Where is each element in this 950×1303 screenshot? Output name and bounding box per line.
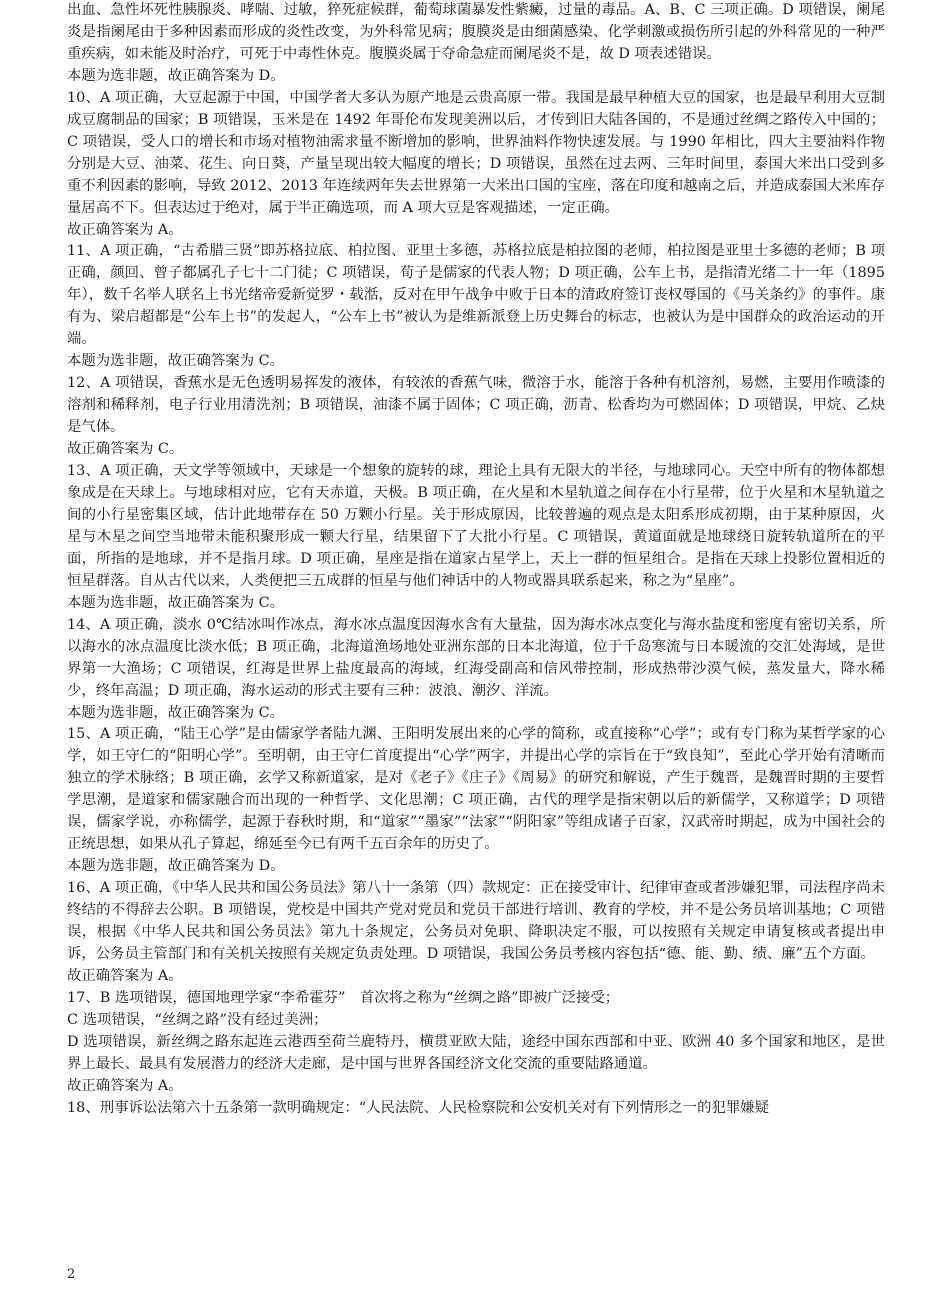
answer-line-9: 本题为选非题，故正确答案为 D。 [67, 67, 285, 84]
question-13-explanation: 13、A 项正确，天文学等领域中，天球是一个想象的旋转的球，理论上具有无限大的半径，与地球同心。天空中所有的物体都想象成是在天球上。与地球相对应，它有天赤道，天极。B 项正确，在火星和木星轨道之间存在小行星带，位于火星和木星轨道之间的小行星密集区域，估计此地带存在 50 万颗小行星。关于形成原因，比较普遍的观点是太阳系形成初期，由于某种原因，火星与木星之间空当地带未能积聚形成一颗大行星，结果留下了大批小行星。C 项错误，黄道面就是地球绕日旋转轨道所在的平面，所指的是地球，并不是指月球。D 项正确，星座是指在道家占星学上，天上一群的恒星组合。是指在天球上投影位置相近的恒星群落。自从古代以来，人类便把三五成群的恒星与他们神话中的人物或器具联系起来，称之为“星座”。 [67, 463, 885, 589]
question-12-explanation: 12、A 项错误，香蕉水是无色透明易挥发的液体，有较浓的香蕉气味，微溶于水，能溶于各种有机溶剂，易燃，主要用作喷漆的溶剂和稀释剂，电子行业用清洗剂；B 项错误，油漆不属于固体；C 项正确，沥青、松香均为可燃固体；D 项错误，甲烷、乙炔是气体。 [67, 375, 885, 436]
answer-line-15: 本题为选非题，故正确答案为 D。 [67, 858, 285, 875]
answer-line-12: 故正确答案为 C。 [67, 441, 184, 458]
document-body [67, 0, 885, 1120]
answer-line-17: 故正确答案为 A。 [67, 1077, 183, 1094]
question-17-option-c: C 选项错误，“丝绸之路”没有经过美洲； [67, 1011, 328, 1028]
question-16-explanation: 16、A 项正确，《中华人民共和国公务员法》第八十一条第（四）款规定：正在接受审计、纪律审查或者涉嫌犯罪，司法程序尚未终结的不得辞去公职。B 项错误，党校是中国共产党对党员和党员干部进行培训、教育的学校，并不是公务员培训基地；C 项错误，根据《中华人民共和国公务员法》第九十条规定，公务员对免职、降职决定不服，可以按照有关规定申请复核或者提出申诉，公务员主管部门和有关机关按照有关规定负责处理。D 项错误，我国公务员考核内容包括“德、能、勤、绩、廉”五个方面。 [67, 880, 885, 962]
answer-line-10: 故正确答案为 A。 [67, 221, 183, 238]
answer-line-11: 本题为选非题，故正确答案为 C。 [67, 353, 285, 370]
question-14-explanation: 14、A 项正确，淡水 0℃结冰叫作冰点，海水冰点温度因海水含有大量盐，因为海水冰点变化与海水盐度和密度有密切关系，所以海水的冰点温度比淡水低；B 项正确，北海道渔场地处亚洲东部的日本北海道，位于千岛寒流与日本暖流的交汇处海域，是世界第一大渔场；C 项错误，红海是世界上盐度最高的海域，红海受副高和信风带控制，形成热带沙漠气候，蒸发量大，降水稀少，终年高温；D 项正确，海水运动的形式主要有三种：波浪、潮汐、洋流。 [67, 616, 885, 699]
answer-line-13: 本题为选非题，故正确答案为 C。 [67, 594, 285, 611]
question-18-explanation: 18、刑事诉讼法第六十五条第一款明确规定：“人民法院、人民检察院和公安机关对有下列情形之一的犯罪嫌疑 [67, 1099, 770, 1116]
page-number: 2 [67, 1267, 76, 1282]
question-15-explanation: 15、A 项正确，“陆王心学”是由儒家学者陆九渊、王阳明发展出来的心学的简称，或直接称“心学”；或有专门称为某哲学家的心学，如王守仁的“阳明心学”。至明朝，由王守仁首度提出“心学”两字，并提出心学的宗旨在于“致良知”，至此心学开始有清晰而独立的学术脉络；B 项正确，玄学又称新道家，是对《老子》《庄子》《周易》的研究和解说，产生于魏晋，是魏晋时期的主要哲学思潮，是道家和儒家融合而出现的一种哲学、文化思潮；C 项正确，古代的理学是指宋朝以后的新儒学，又称道学；D 项错误，儒家学说，亦称儒学，起源于春秋时期，和“道家”“墨家”“法家”“阴阳家”等组成诸子百家，汉武帝时期起，成为中国社会的正统思想，如果从孔子算起，绵延至今已有两千五百余年的历史了。 [67, 726, 885, 853]
question-11-explanation: 11、A 项正确，“古希腊三贤”即苏格拉底、柏拉图、亚里士多德，苏格拉底是柏拉图的老师，柏拉图是亚里士多德的老师；B 项正确，颜回、曾子都属孔子七十二门徒；C 项错误，荀子是儒家的代表人物；D 项正确，公车上书，是指清光绪二十一年（1895 年），数千名举人联名上书光绪帝爱新觉罗・载湉，反对在甲午战争中败于日本的清政府签订丧权辱国的《马关条约》的事件。康有为、梁启超都是“公车上书”的发起人，“公车上书”被认为是维新派登上历史舞台的标志，也被认为是中国群众的政治运动的开端。 [67, 243, 885, 348]
question-17-option-b: 17、B 选项错误，德国地理学家“李希霍芬” 首次将之称为“丝绸之路”即被广泛接受； [67, 989, 620, 1006]
paragraph-9-continuation: 出血、急性坏死性胰腺炎、哮喘、过敏，猝死症候群，葡萄球菌暴发性紫癜，过量的毒品。A、B、C 三项正确。D 项错误，阑尾炎是指阑尾由于多种因素而形成的炎性改变，为外科常见病；腹膜炎是由细菌感染、化学刺激或损伤所引起的外科常见的一种严重疾病，如未能及时治疗，可死于中毒性休克。腹膜炎属于夺命急症而阑尾炎不是，故 D 项表述错误。 [67, 2, 885, 62]
answer-line-14: 本题为选非题，故正确答案为 C。 [67, 704, 285, 721]
question-17-option-d: D 选项错误，新丝绸之路东起连云港西至荷兰鹿特丹，横贯亚欧大陆，途经中国东西部和中亚、欧洲 40 多个国家和地区，是世界上最长、最具有发展潜力的经济大走廊，是中国与世界各国经济文化交流的重要陆路通道。 [67, 1033, 885, 1072]
answer-line-16: 故正确答案为 A。 [67, 967, 183, 984]
question-10-explanation: 10、A 项正确，大豆起源于中国，中国学者大多认为原产地是云贵高原一带。我国是最早种植大豆的国家，也是最早利用大豆制成豆腐制品的国家；B 项错误，玉米是在 1492 年哥伦布发现美洲以后，才传到旧大陆各国的，不是通过丝绸之路传入中国的；C 项错误，受人口的增长和市场对植物油需求量不断增加的影响，世界油料作物快速发展。与 1990 年相比，四大主要油料作物分别是大豆、油菜、花生、向日葵，产量呈现出较大幅度的增长；D 项错误，虽然在过去两、三年时间里，泰国大米出口受到多重不利因素的影响，导致 2012、2013 年连续两年失去世界第一大米出口国的宝座，落在印度和越南之后，并造成泰国大米库存量居高不下。但表达过于绝对，属于半正确选项，而 A 项大豆是客观描述，一定正确。 [67, 89, 885, 216]
